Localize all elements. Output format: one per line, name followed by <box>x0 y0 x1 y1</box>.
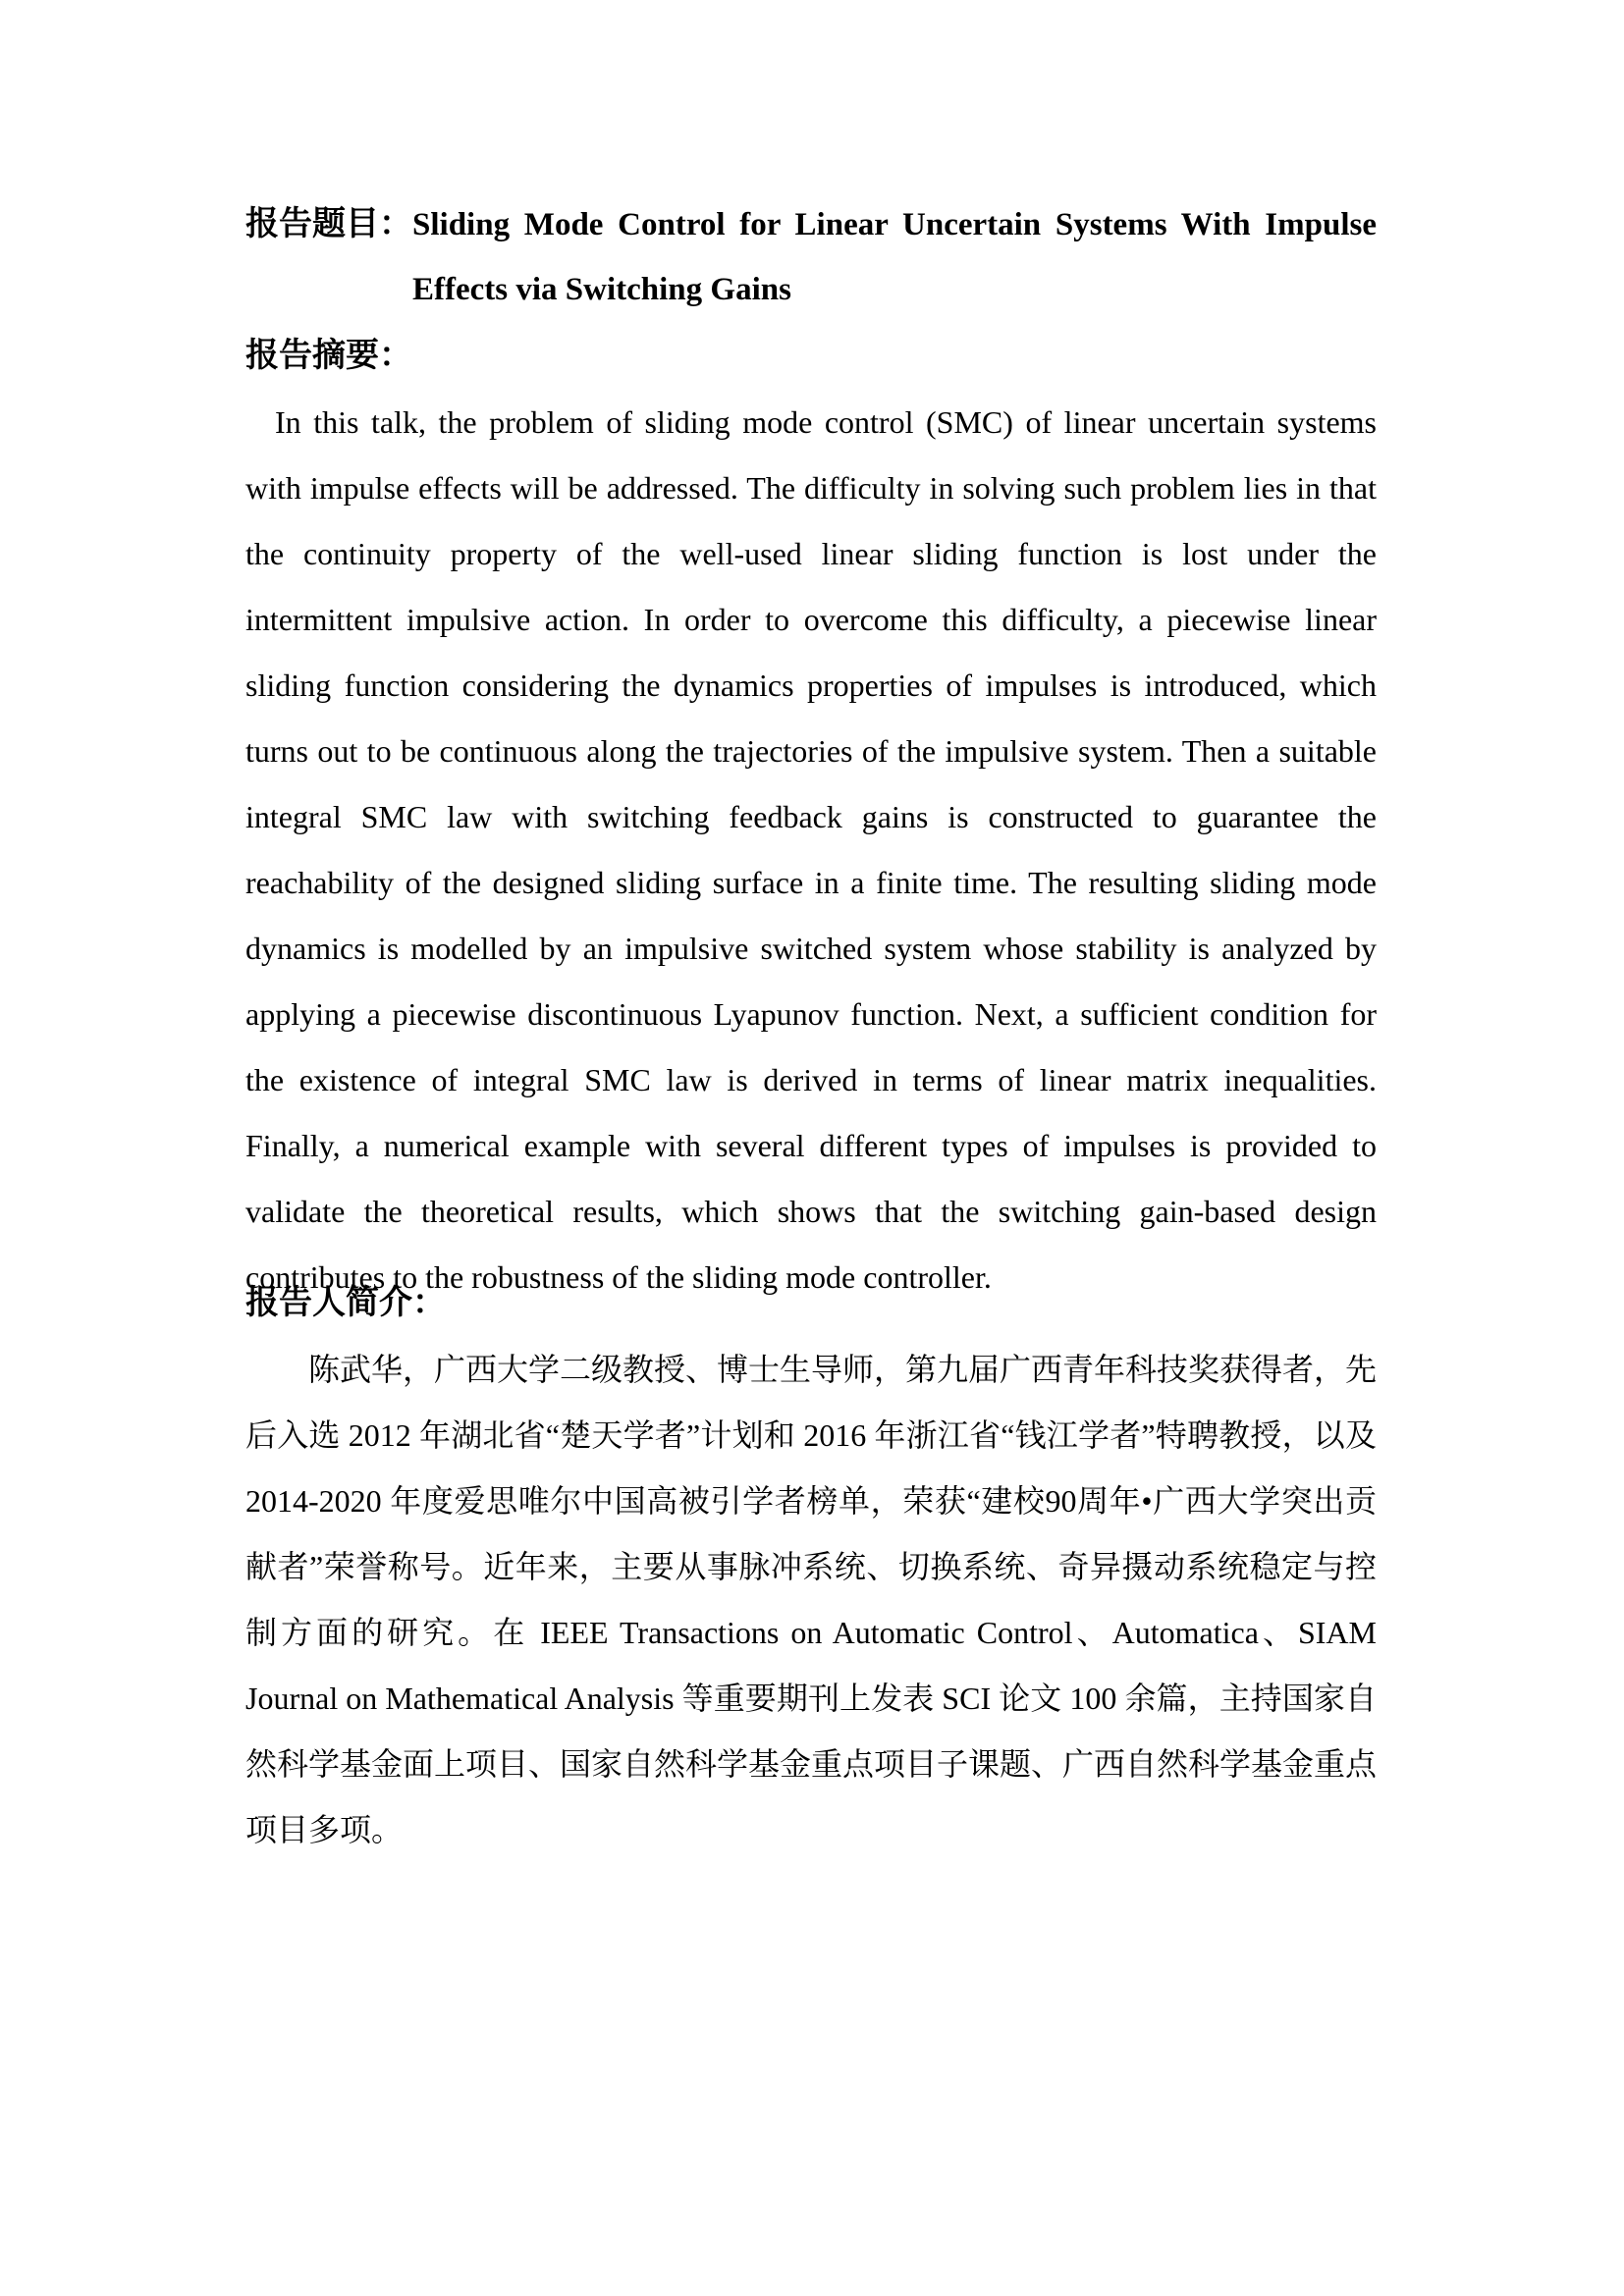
abstract-paragraph: In this talk, the problem of sliding mode control (SMC) of linear uncertain systems with impulse effects will be addressed. The difficulty in solving such problem lies in that the continuity property of the well-used linear sliding function is lost under the intermittent impulsive action. In order to overcome this difficulty, a piecewise linear sliding function considering the dynamics properties of impulses is introduced, which turns out to be continuous along the trajectories of the impulsive system. Then a suitable integral SMC law with switching feedback gains is constructed to guarantee the reachability of the designed sliding surface in a finite time. The resulting sliding mode dynamics is modelled by an impulsive switched system whose stability is analyzed by applying a piecewise discontinuous Lyapunov function. Next, a sufficient condition for the existence of integral SMC law is derived in terms of linear matrix inequalities. Finally, a numerical example with several different types of impulses is provided to validate the theoretical results, which shows that the switching gain-based design contributes to the robustness of the sliding mode controller. <box>245 404 1377 1295</box>
doc-title-row1 <box>245 192 1377 257</box>
doc-title-line2: Effects via Switching Gains <box>412 272 791 307</box>
speaker-heading: 报告人简介： <box>245 1285 446 1321</box>
doc-title-label: 报告题目： <box>245 206 412 242</box>
doc-title <box>245 192 1377 322</box>
speaker-bio-paragraph: 陈武华，广西大学二级教授、博士生导师，第九届广西青年科技奖获得者，先后入选 2012 年湖北省“楚天学者”计划和 2016 年浙江省“钱江学者”特聘教授，以及 2014-2020 年度爱思唯尔中国高被引学者榜单，荣获“建校90周年•广西大学突出贡献者”荣誉称号。近年来，主要从事脉冲系统、切换系统、奇异摄动系统稳定与控制方面的研究。在 IEEE Transactions on Automatic Control、Automatica、SIAM Journal on Mathematical Analysis 等重要期刊上发表 SCI 论文 100 余篇，主持国家自然科学基金面上项目、国家自然科学基金重点项目子课题、广西自然科学基金重点项目多项。 <box>245 1352 1378 1847</box>
abstract-heading: 报告摘要： <box>245 338 412 374</box>
doc-title-line1: Sliding Mode Control for Linear Uncertain Systems With Impulse <box>412 207 1377 242</box>
